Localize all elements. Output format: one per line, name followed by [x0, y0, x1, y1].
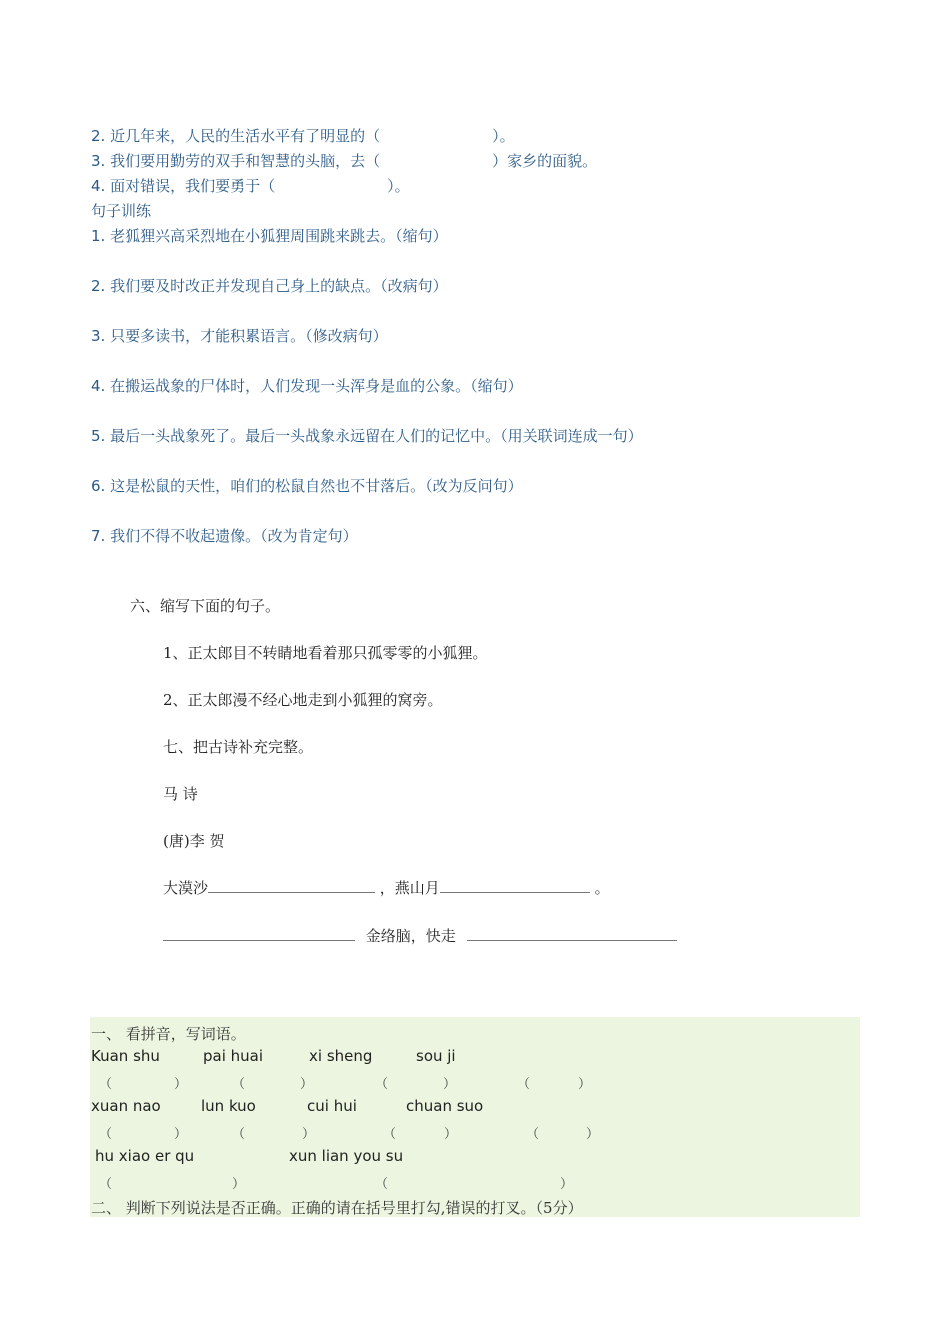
item-text-end: ）。 [492, 127, 515, 145]
section6-heading: 六、缩写下面的句子。 [130, 597, 281, 615]
answer-paren-open: （ [517, 1077, 531, 1092]
section6-item-1: 1、正太郎目不转睛地看着那只孤零零的小狐狸。 [163, 644, 488, 662]
judge-heading: 二、 判断下列说法是否正确。正确的请在括号里打勾,错误的打叉。（5分） [91, 1199, 583, 1217]
sentence-item-4 [91, 374, 523, 399]
answer-paren-open: （ [232, 1077, 246, 1092]
answer-paren-open: （ [232, 1127, 246, 1142]
pinyin-word: xi sheng [309, 1047, 373, 1065]
section6-item-2: 2、正太郎漫不经心地走到小狐狸的窝旁。 [163, 691, 443, 709]
item-number: 4. [91, 377, 106, 395]
poem-line-2-text: 金络脑，快走 [365, 927, 456, 945]
pinyin-word: chuan suo [406, 1097, 484, 1115]
item-text: 近几年来，人民的生活水平有了明显的（ [110, 127, 381, 145]
section7-heading: 七、把古诗补充完整。 [163, 738, 314, 756]
item-text: 面对错误，我们要勇于（ [110, 177, 276, 195]
poem-line-2 [163, 925, 677, 946]
fill-item-3 [91, 149, 597, 174]
item-text: 最后一头战象死了。最后一头战象永远留在人们的记忆中。（用关联词连成一句） [110, 427, 643, 445]
item-number: 2. [91, 127, 106, 145]
pinyin-heading: 一、 看拼音，写词语。 [91, 1025, 246, 1043]
item-text: 我们要用勤劳的双手和智慧的头脑，去（ [110, 152, 381, 170]
item-number: 6. [91, 477, 106, 495]
pinyin-word: sou ji [416, 1047, 456, 1065]
answer-paren-open: （ [526, 1127, 540, 1142]
pinyin-word: xuan nao [91, 1097, 161, 1115]
pinyin-word: lun kuo [201, 1097, 256, 1115]
answer-paren-open: （ [383, 1127, 397, 1142]
item-number: 4. [91, 177, 106, 195]
item-text: 我们不得不收起遗像。（改为肯定句） [110, 527, 358, 545]
answer-paren-close: ） [302, 1127, 316, 1142]
sentence-item-5 [91, 424, 643, 449]
item-number: 2. [91, 277, 106, 295]
poem-line-1-end: 。 [594, 879, 610, 897]
answer-paren-close: ） [443, 1077, 457, 1092]
poem-title: 马 诗 [163, 785, 198, 803]
pinyin-word: pai huai [203, 1047, 264, 1065]
item-number: 3. [91, 327, 106, 345]
answer-paren-open: （ [99, 1127, 113, 1142]
blank-line[interactable] [440, 878, 590, 893]
poem-author: (唐)李 贺 [163, 832, 225, 850]
answer-paren-close: ） [578, 1077, 592, 1092]
pinyin-word: hu xiao er qu [95, 1147, 195, 1165]
item-number: 1. [91, 227, 106, 245]
sentence-item-1 [91, 224, 448, 249]
sentence-heading: 句子训练 [91, 202, 152, 220]
poem-line-1-mid: ，燕山月 [379, 879, 440, 897]
answer-paren-close: ） [586, 1127, 600, 1142]
sentence-item-2 [91, 274, 448, 299]
blank-line[interactable] [163, 926, 355, 941]
item-text-end: ）。 [387, 177, 410, 195]
fill-item-4 [91, 174, 410, 199]
answer-paren-open: （ [99, 1077, 113, 1092]
item-text-end: ）家乡的面貌。 [492, 152, 598, 170]
answer-paren-close: ） [300, 1077, 314, 1092]
sentence-item-3 [91, 324, 388, 349]
sentence-item-7 [91, 524, 358, 549]
item-number: 5. [91, 427, 106, 445]
poem-line-1 [163, 877, 610, 898]
item-text: 在搬运战象的尸体时，人们发现一头浑身是血的公象。（缩句） [110, 377, 523, 395]
pinyin-exercise-box [90, 1017, 860, 1217]
fill-item-2 [91, 124, 515, 149]
answer-paren-close: ） [444, 1127, 458, 1142]
item-text: 只要多读书，才能积累语言。（修改病句） [110, 327, 388, 345]
answer-paren-close: ） [174, 1077, 188, 1092]
blank-line[interactable] [208, 878, 375, 893]
item-text: 这是松鼠的天性，咱们的松鼠自然也不甘落后。（改为反问句） [110, 477, 523, 495]
answer-paren-close: ） [174, 1127, 188, 1142]
pinyin-word: cui hui [307, 1097, 357, 1115]
answer-paren-open: （ [375, 1177, 389, 1192]
answer-paren-close: ） [560, 1177, 574, 1192]
blank-line[interactable] [467, 926, 677, 941]
item-text: 我们要及时改正并发现自己身上的缺点。（改病句） [110, 277, 448, 295]
item-text: 老狐狸兴高采烈地在小狐狸周围跳来跳去。（缩句） [110, 227, 448, 245]
item-number: 3. [91, 152, 106, 170]
answer-paren-close: ） [232, 1177, 246, 1192]
pinyin-word: Kuan shu [91, 1047, 160, 1065]
poem-line-1-start: 大漠沙 [163, 879, 209, 897]
sentence-item-6 [91, 474, 523, 499]
answer-paren-open: （ [99, 1177, 113, 1192]
answer-paren-open: （ [375, 1077, 389, 1092]
pinyin-word: xun lian you su [289, 1147, 404, 1165]
item-number: 7. [91, 527, 106, 545]
